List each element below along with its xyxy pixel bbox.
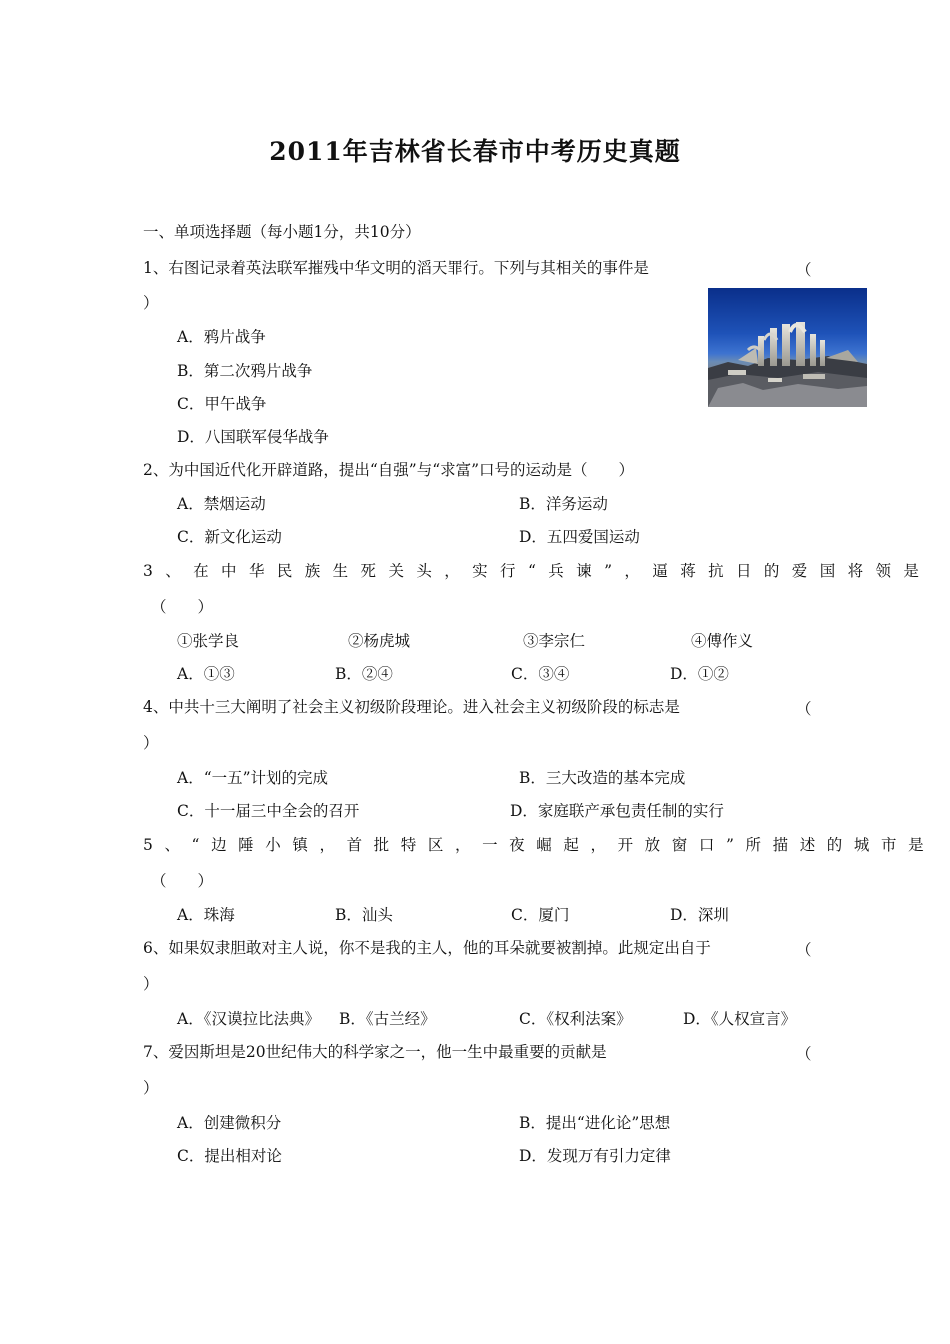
question-3-item-4: ④傅作义 (691, 632, 754, 650)
question-4-paren-open: （ (796, 700, 812, 718)
question-5-option-a: A．珠海 (177, 906, 235, 924)
question-2-option-c: C．新文化运动 (177, 528, 282, 546)
question-5-option-d: D．深圳 (670, 906, 729, 924)
question-6-option-c: C．《权利法案》 (519, 1010, 632, 1028)
question-1-option-d: D．八国联军侵华战争 (177, 428, 329, 446)
question-3-option-c: C．③④ (511, 665, 570, 683)
question-4-option-c: C．十一届三中全会的召开 (177, 802, 360, 820)
question-7-paren-open: （ (796, 1045, 812, 1063)
question-6-paren-close: ） (143, 975, 159, 993)
question-4-option-d: D．家庭联产承包责任制的实行 (510, 802, 724, 820)
question-4-stem: 4、中共十三大阐明了社会主义初级阶段理论。进入社会主义初级阶段的标志是 (143, 698, 680, 716)
question-6-option-a: A．《汉谟拉比法典》 (177, 1010, 320, 1028)
question-7-option-d: D．发现万有引力定律 (519, 1147, 671, 1165)
yuanmingyuan-ruins-photo (708, 288, 867, 407)
question-3-item-3: ③李宗仁 (523, 632, 586, 650)
question-7-option-c: C．提出相对论 (177, 1147, 282, 1165)
question-6-option-b: B．《古兰经》 (339, 1010, 436, 1028)
question-2-option-d: D．五四爱国运动 (519, 528, 640, 546)
question-4-paren-close: ） (143, 734, 159, 752)
question-1-paren-open: （ (796, 261, 812, 279)
question-6-paren-open: （ (796, 941, 812, 959)
question-5-paren: （ ） (151, 872, 214, 890)
question-3-item-1: ①张学良 (177, 632, 240, 650)
question-6-stem: 6、如果奴隶胆敢对主人说，你不是我的主人，他的耳朵就要被割掉。此规定出自于 (143, 939, 711, 957)
question-1-paren-close: ） (143, 294, 159, 312)
question-6-option-d: D．《人权宣言》 (683, 1010, 797, 1028)
question-1-option-c: C．甲午战争 (177, 395, 267, 413)
question-2-option-a: A．禁烟运动 (177, 495, 266, 513)
question-3-paren: （ ） (151, 598, 214, 616)
question-7-option-a: A．创建微积分 (177, 1114, 282, 1132)
question-3-option-d: D．①② (670, 665, 729, 683)
section-heading: 一、单项选择题（每小题1分，共10分） (143, 223, 421, 241)
question-1-stem: 1、右图记录着英法联军摧残中华文明的滔天罪行。下列与其相关的事件是 (143, 259, 649, 277)
question-7-paren-close: ） (143, 1079, 159, 1097)
question-5-option-c: C．厦门 (511, 906, 570, 924)
page-title: 2011年吉林省长春市中考历史真题 (269, 137, 681, 166)
question-3-option-a: A．①③ (177, 665, 235, 683)
question-3-item-2: ②杨虎城 (348, 632, 411, 650)
question-5-option-b: B．汕头 (335, 906, 393, 924)
question-4-option-b: B．三大改造的基本完成 (519, 769, 686, 787)
question-2-option-b: B．洋务运动 (519, 495, 608, 513)
question-3-option-b: B．②④ (335, 665, 393, 683)
question-2-stem: 2、为中国近代化开辟道路，提出“自强”与“求富”口号的运动是（ ） (143, 461, 635, 479)
question-3-stem: 3、在中华民族生死关头，实行“兵谏”，逼蒋抗日的爱国将领是 (143, 562, 932, 580)
question-4-option-a: A．“一五”计划的完成 (177, 769, 329, 787)
question-1-option-b: B．第二次鸦片战争 (177, 362, 313, 380)
question-5-stem: 5、“边陲小镇，首批特区，一夜崛起，开放窗口”所描述的城市是 (143, 836, 936, 854)
question-7-stem: 7、爱因斯坦是20世纪伟大的科学家之一，他一生中最重要的贡献是 (143, 1043, 607, 1061)
question-7-option-b: B．提出“进化论”思想 (519, 1114, 671, 1132)
question-1-option-a: A．鸦片战争 (177, 328, 266, 346)
